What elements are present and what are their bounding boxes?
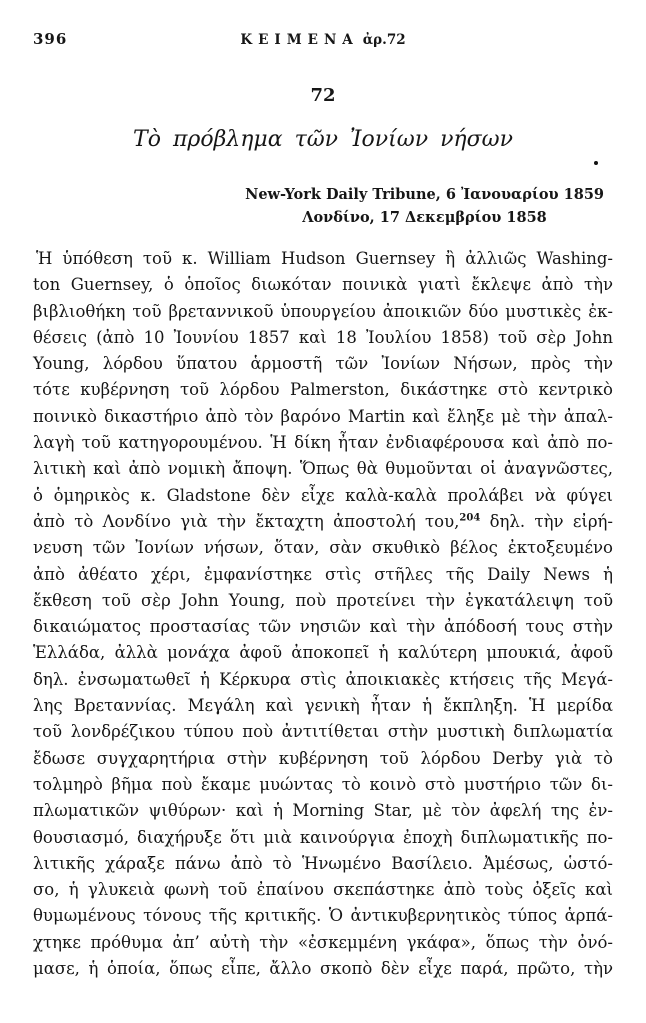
text-segment: ἀπὸ τὸ Λονδίνο γιὰ τὴν ἔκταχτη ἀποστολή του, <box>33 511 460 531</box>
text-line: Young, λόρδου ὕπατου ἁρμοστῆ τῶν Ἰονίων Νήσων, πρὸς τὴν <box>33 354 613 374</box>
stray-dot-mark <box>594 161 598 165</box>
text-line: δικαιώματος προστασίας τῶν νησιῶν καὶ τὴν ἀπόδοσή τους στὴν <box>33 617 613 637</box>
text-line: λιτικὴ καὶ ἀπὸ νομικὴ ἄποψη. Ὅπως θὰ θυμοῦνται οἱ ἀναγνῶστες, <box>33 459 613 479</box>
text-line: ποινικὸ δικαστήριο ἀπὸ τὸν βαρόνο Martin καὶ ἔληξε μὲ τὴν ἀπαλ- <box>33 406 613 426</box>
running-head <box>0 32 646 48</box>
text-line: λαγὴ τοῦ κατηγορουμένου. Ἡ δίκη ἦταν ἐνδιαφέρουσα καὶ ἀπὸ πο- <box>33 433 613 453</box>
text-line: ὁ ὁμηρικὸς κ. Gladstone δὲν εἶχε καλὰ-καλὰ προλάβει νὰ φύγει <box>33 485 613 505</box>
text-line: σο, ἡ γλυκειὰ φωνὴ τοῦ ἐπαίνου σκεπάστηκε ἀπὸ τοὺς ὀξεῖς καὶ <box>33 880 613 900</box>
source-line-2: Λονδίνο, 17 Δεκεμβρίου 1858 <box>302 209 547 226</box>
text-line: βιβλιοθήκη τοῦ βρεταννικοῦ ὑπουργείου ἀποικιῶν δύο μυστικὲς ἐκ- <box>33 301 613 321</box>
footnote-ref: 204 <box>459 512 481 524</box>
text-line: χτηκε πρόθυμα ἀπ’ αὐτὴ τὴν «ἐσκεμμένη γκάφα», ὅπως τὴν ὀνό- <box>33 932 613 952</box>
text-line: θέσεις (ἀπὸ 10 Ἰουνίου 1857 καὶ 18 Ἰουλίου 1858) τοῦ σὲρ John <box>33 327 613 347</box>
text-line: ἀπὸ ἀθέατο χέρι, ἐμφανίστηκε στὶς στῆλες τῆς Daily News ἡ <box>33 564 613 584</box>
running-head-ref: ἀρ.72 <box>362 32 406 48</box>
article-title: Τὸ πρόβλημα τῶν Ἰονίων νήσων <box>133 127 513 152</box>
text-line: ton Guernsey, ὁ ὁποῖος διωκόταν ποινικὰ γιατὶ ἔκλεψε ἀπὸ τὴν <box>33 275 613 295</box>
source-line-1: New-York Daily Tribune, 6 Ἰανουαρίου 1859 <box>245 186 604 203</box>
text-line: τοῦ λονδρέζικου τύπου ποὺ ἀντιτίθεται στὴν μυστικὴ διπλωματία <box>33 722 613 742</box>
text-line: Ἑλλάδα, ἀλλὰ μονάχα ἀφοῦ ἀποκοπεῖ ἡ καλύτερη μπουκιά, ἀφοῦ <box>33 643 613 663</box>
text-line: ἔκθεση τοῦ σὲρ John Young, ποὺ προτείνει τὴν ἐγκατάλειψη τοῦ <box>33 590 613 610</box>
text-line: νευση τῶν Ἰονίων νήσων, ὅταν, σὰν σκυθικὸ βέλος ἐκτοξευμένο <box>33 538 613 558</box>
article-number: 72 <box>310 85 336 106</box>
body-paragraph <box>33 246 613 982</box>
text-line: πλωματικῶν ψιθύρων· καὶ ἡ Morning Star, μὲ τὸν ἀφελή της ἐν- <box>33 801 613 821</box>
source-attribution <box>245 183 604 229</box>
text-line: θυμωμένους τόνους τῆς κριτικῆς. Ὁ ἀντικυβερνητικὸς τύπος ἁρπά- <box>33 906 613 926</box>
text-line: δηλ. ἐνσωματωθεῖ ἡ Κέρκυρα στὶς ἀποικιακὲς κτήσεις τῆς Μεγά- <box>33 669 613 689</box>
text-line: λιτικῆς χάραξε πάνω ἀπὸ τὸ Ἡνωμένο Βασίλειο. Ἀμέσως, ὡστό- <box>33 853 613 873</box>
text-line: Ἡ ὑπόθεση τοῦ κ. William Hudson Guernsey ἢ ἀλλιῶς Washing- <box>36 249 613 268</box>
running-head-title: ΚΕΙΜΕΝΑ <box>240 32 359 48</box>
text-segment: δηλ. τὴν εἰρή- <box>480 511 613 531</box>
text-line: τολμηρὸ βῆμα ποὺ ἔκαμε μυώντας τὸ κοινὸ στὸ μυστήριο τῶν δι- <box>33 774 613 794</box>
page-number: 396 <box>33 30 68 48</box>
text-line: θουσιασμό, διαχήρυξε ὅτι μιὰ καινούργια ἐποχὴ διπλωματικῆς πο- <box>33 827 613 847</box>
text-line: λης Βρεταννίας. Μεγάλη καὶ γενικὴ ἦταν ἡ ἔκπληξη. Ἡ μερίδα <box>33 696 613 716</box>
text-line: ἔδωσε συγχαρητήρια στὴν κυβέρνηση τοῦ λόρδου Derby γιὰ τὸ <box>33 748 613 768</box>
text-line-with-footnote <box>33 509 613 535</box>
text-line: μασε, ἡ ὁποία, ὅπως εἶπε, ἄλλο σκοπὸ δὲν εἶχε παρά, πρῶτο, τὴν <box>33 959 613 979</box>
text-line: τότε κυβέρνηση τοῦ λόρδου Palmerston, δικάστηκε στὸ κεντρικὸ <box>33 380 613 400</box>
